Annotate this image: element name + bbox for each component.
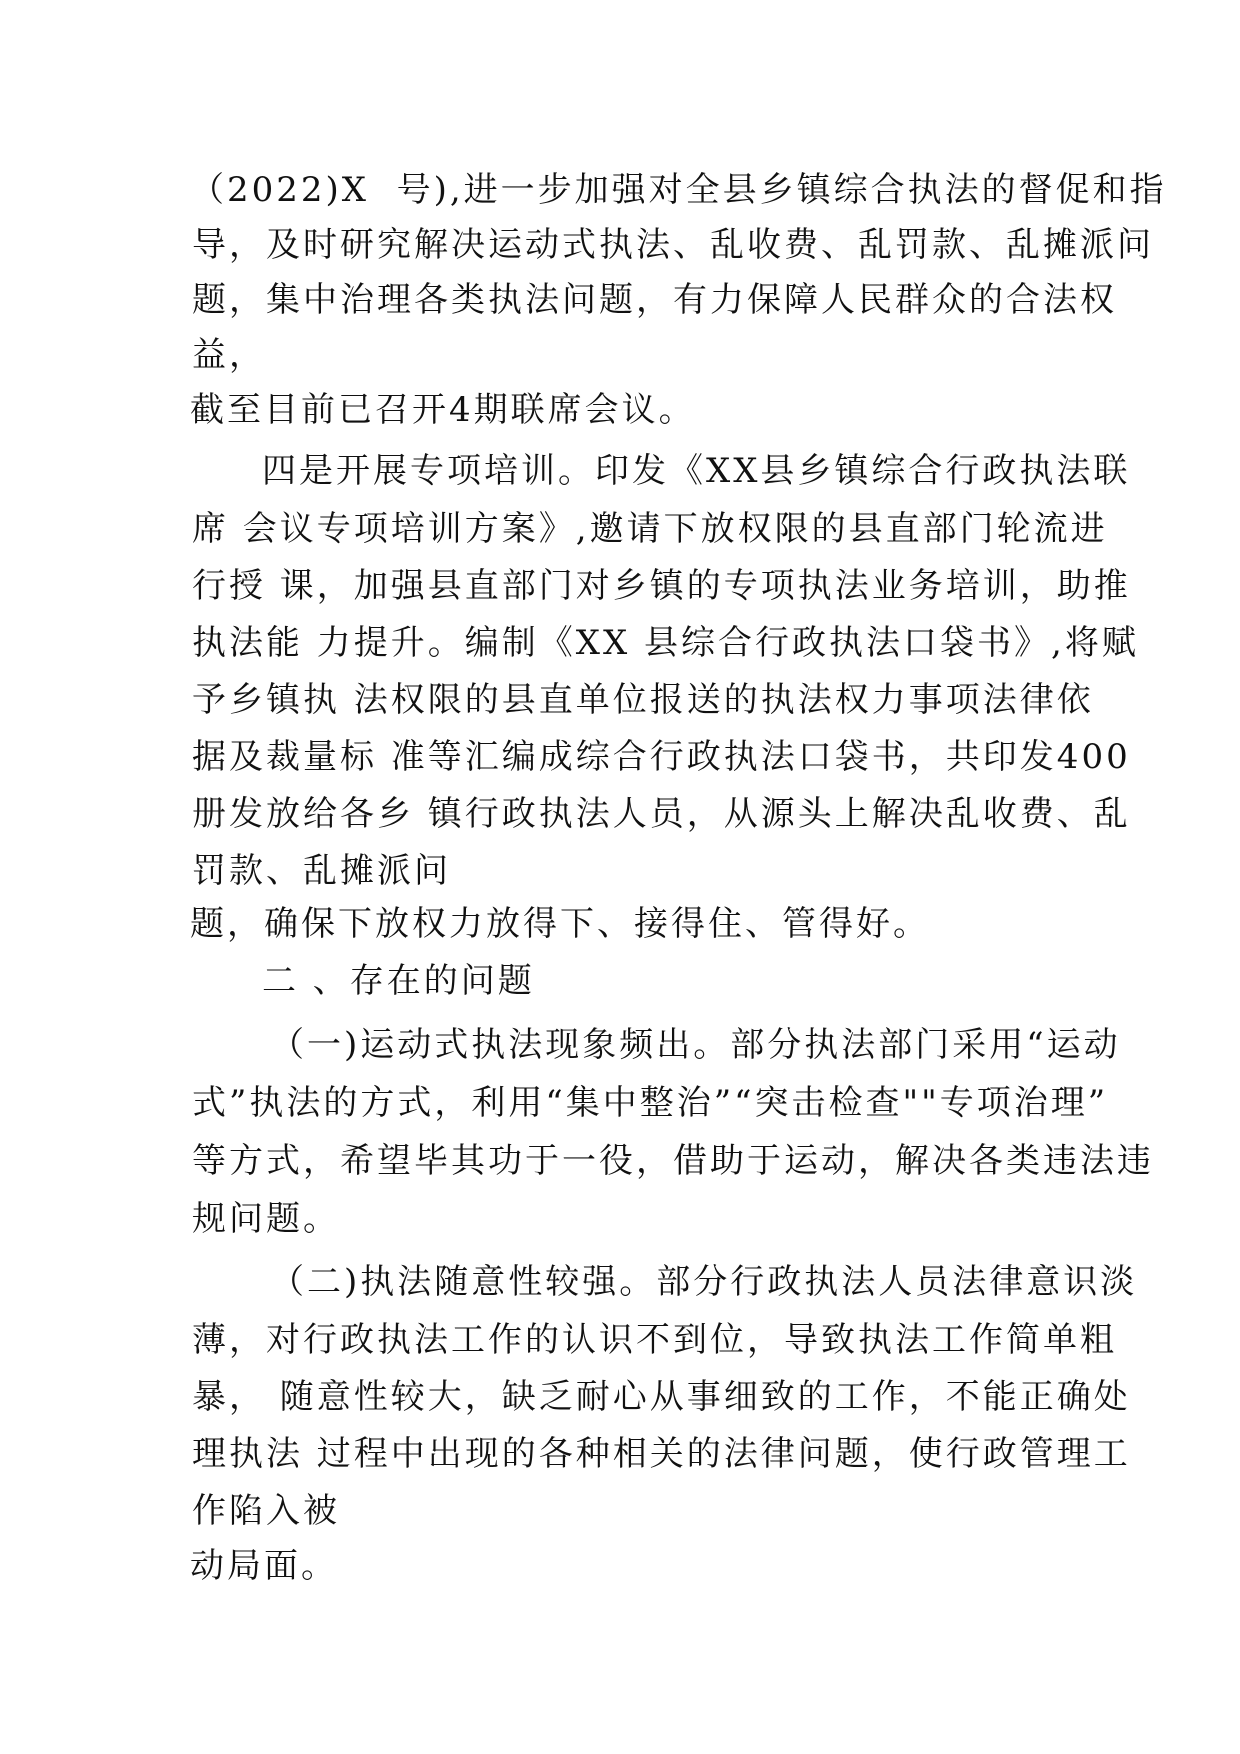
text-line: 题，集中治理各类执法问题，有力保障人民群众的合法权 — [192, 280, 1117, 320]
text-line: 动局面。 — [190, 1546, 338, 1586]
paragraph-first-line: 四是开展专项培训。印发《XX县乡镇综合行政执法联 — [262, 451, 1131, 491]
text-line: 执法能 力提升。编制《XX 县综合行政执法口袋书》,将赋 — [192, 623, 1139, 663]
text-line: 薄，对行政执法工作的认识不到位，导致执法工作简单粗 — [192, 1320, 1117, 1360]
text-line: 益， — [192, 335, 266, 375]
text-line: 截至目前已召开4期联席会议。 — [190, 390, 696, 430]
text-line: 理执法 过程中出现的各种相关的法律问题，使行政管理工 — [192, 1434, 1131, 1474]
text-line: 行授 课，加强县直部门对乡镇的专项执法业务培训，助推 — [192, 566, 1131, 606]
text-line: （2022)X 号),进一步加强对全县乡镇综合执法的督促和指 — [190, 170, 1167, 210]
text-line: 据及裁量标 准等汇编成综合行政执法口袋书，共印发400 — [192, 737, 1131, 777]
text-line: 暴， 随意性较大，缺乏耐心从事细致的工作，不能正确处 — [192, 1377, 1131, 1417]
text-line: 导，及时研究解决运动式执法、乱收费、乱罚款、乱摊派问 — [192, 225, 1154, 265]
text-line: 罚款、乱摊派问 — [192, 851, 451, 891]
text-line: 题，确保下放权力放得下、接得住、管得好。 — [190, 904, 930, 944]
paragraph-first-line: （一)运动式执法现象频出。部分执法部门采用“运动 — [270, 1025, 1121, 1065]
text-line: 席 会议专项培训方案》,邀请下放权限的县直部门轮流进 — [192, 509, 1108, 549]
text-line: 规问题。 — [192, 1199, 340, 1239]
text-line: 式”执法的方式，利用“集中整治”“突击检查""专项治理” — [192, 1083, 1109, 1123]
text-line: 作陷入被 — [192, 1491, 340, 1531]
text-line: 册发放给各乡 镇行政执法人员，从源头上解决乱收费、乱 — [192, 794, 1131, 834]
text-line: 予乡镇执 法权限的县直单位报送的执法权力事项法律依 — [192, 680, 1094, 720]
section-heading: 二 、存在的问题 — [262, 961, 535, 1001]
text-line: 等方式，希望毕其功于一役，借助于运动，解决各类违法违 — [192, 1141, 1154, 1181]
paragraph-first-line: （二)执法随意性较强。部分行政执法人员法律意识淡 — [270, 1262, 1138, 1302]
